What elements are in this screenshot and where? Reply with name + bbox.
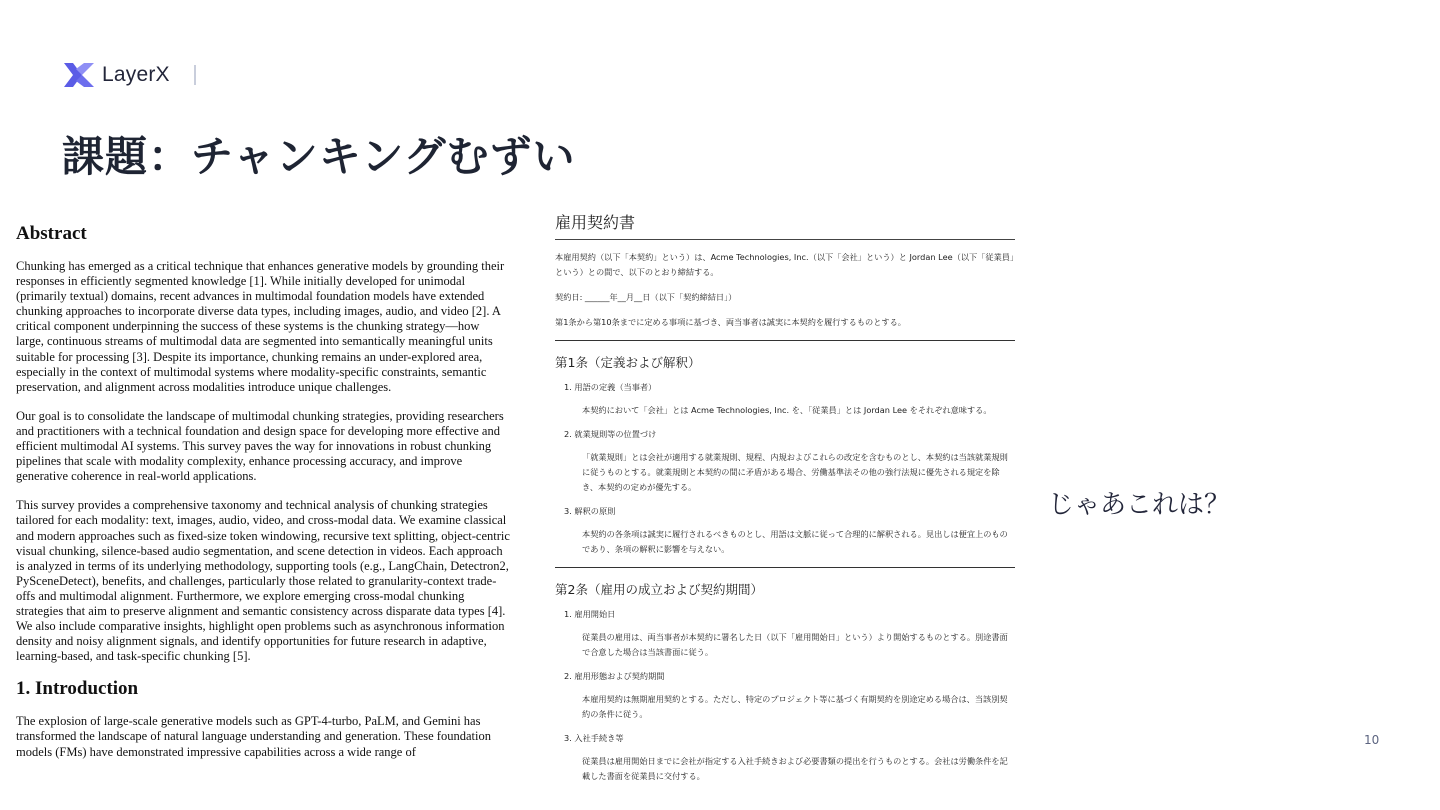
contract-document bbox=[555, 208, 1015, 810]
article-1-title: 第1条（定義および解釈） bbox=[555, 355, 701, 370]
abstract-paragraph-1: Chunking has emerged as a critical technique that enhances generative models by grounding their responses in efficiently segmented knowledge [1]. While initially developed for unimodal (primarily textual) domains, recent advances in multimodal foundation models have extended chunking approaches to incorporate diverse data types, including images, audio, and video [2]. A critical component underpinning the success of these systems is the chunking strategy—how large, continuous streams of multimodal data are segmented into semantically meaningful units suitable for processing [3]. Despite its importance, chunking remains an under-explored area, especially in the context of multimodal systems where modality-specific constraints, semantic preservation, and alignment across modalities introduce unique challenges. bbox=[16, 259, 505, 394]
article-2-item-3-body: 従業員は雇用開始日までに会社が指定する入社手続きおよび必要書類の提出を行うものとする。会社は労働条件を記載した書面を従業員に交付する。 bbox=[582, 756, 1008, 781]
article-1-item-3-body: 本契約の各条項は誠実に履行されるべきものとし、用語は文脈に従って合理的に解釈される。見出しは便宜上のものであり、条項の解釈に影響を与えない。 bbox=[582, 529, 1008, 554]
article-2-item-3-label: 3. 入社手続き等 bbox=[564, 733, 624, 743]
brand-logo bbox=[62, 60, 196, 90]
contract-date-line: 契約日: ______年__月__日（以下「契約締結日」） bbox=[555, 292, 737, 302]
introduction-heading: 1. Introduction bbox=[16, 678, 139, 700]
logo-divider bbox=[194, 65, 196, 85]
aside-question: じゃあこれは？ bbox=[1048, 490, 1231, 520]
introduction-paragraph: The explosion of large-scale generative models such as GPT-4-turbo, PaLM, and Gemini has transformed the landscape of natural language understanding and generation. These foundation models (FMs) have demonstrated impressive capabilities across a wide range of bbox=[16, 714, 491, 759]
contract-title: 雇用契約書 bbox=[555, 208, 1015, 240]
paper-excerpt bbox=[16, 220, 510, 810]
article-1-item-1-body: 本契約において「会社」とは Acme Technologies, Inc. を、「従業員」とは Jordan Lee をそれぞれ意味する。 bbox=[582, 405, 992, 415]
section-divider bbox=[555, 340, 1015, 341]
abstract-heading: Abstract bbox=[16, 223, 87, 244]
abstract-paragraph-2: Our goal is to consolidate the landscape of multimodal chunking strategies, providing researchers and practitioners with a technical foundation and design space for developing more effective and efficient multimodal AI systems. This survey paves the way for innovations in robust chunking pipelines that scale with modality complexity, enhance processing accuracy, and improve generative coherence in real-world applications. bbox=[16, 408, 504, 484]
article-1-item-2-body: 「就業規則」とは会社が適用する就業規則、規程、内規およびこれらの改定を含むものとし、本契約は当該就業規則に従うものとする。就業規則と本契約の間に矛盾がある場合、労働基準法その他の強行法規に優先される規定を除き、本契約の定めが優先する。 bbox=[582, 452, 1008, 492]
article-1-item-1-label: 1. 用語の定義（当事者） bbox=[564, 382, 657, 392]
abstract-paragraph-3: This survey provides a comprehensive taxonomy and technical analysis of chunking strategies tailored for each modality: text, images, audio, video, and cross-modal data. We examine classical and modern approaches such as fixed-size token windowing, recursive text splitting, object-centric visual chunking, silence-based audio segmentation, and scene detection in videos. Each approach is analyzed in terms of its underlying methodology, supporting tools (e.g., LangChain, Detectron2, PySceneDetect), benefits, and challenges, particularly those related to granularity-context trade-offs and multimodal alignment. Furthermore, we explore emerging cross-modal chunking strategies that aim to preserve alignment and semantic consistency across disparate data types [4]. We also include comparative insights, highlight open problems such as asynchronous information density and noisy alignment signals, and identify opportunities for future research in adaptive, learning-based, and task-specific chunking [5]. bbox=[16, 498, 510, 664]
article-1-item-2-label: 2. 就業規則等の位置づけ bbox=[564, 429, 657, 439]
section-divider bbox=[555, 567, 1015, 568]
article-2-item-2-body: 本雇用契約は無期雇用契約とする。ただし、特定のプロジェクト等に基づく有期契約を別途定める場合は、当該別契約の条件に従う。 bbox=[582, 694, 1008, 719]
page-number: 10 bbox=[1364, 733, 1380, 747]
logo-wordmark: LayerX bbox=[102, 63, 170, 86]
article-2-item-1-label: 1. 雇用開始日 bbox=[564, 609, 616, 619]
article-2-title: 第2条（雇用の成立および契約期間） bbox=[555, 582, 763, 597]
contract-intro: 本雇用契約（以下「本契約」という）は、Acme Technologies, Inc.（以下「会社」という）と Jordan Lee（以下「従業員」という）との間で、以下のとおり締結する。 bbox=[555, 252, 1015, 277]
slide-title: 課題：チャンキングむずい bbox=[62, 132, 576, 181]
article-1-item-3-label: 3. 解釈の原則 bbox=[564, 506, 616, 516]
layerx-logo-icon bbox=[62, 60, 96, 90]
article-2-item-1-body: 従業員の雇用は、両当事者が本契約に署名した日（以下「雇用開始日」という）より開始するものとする。別途書面で合意した場合は当該書面に従う。 bbox=[582, 632, 1008, 657]
contract-scope: 第1条から第10条までに定める事項に基づき、両当事者は誠実に本契約を履行するものとする。 bbox=[555, 317, 906, 327]
article-2-item-2-label: 2. 雇用形態および契約期間 bbox=[564, 671, 665, 681]
